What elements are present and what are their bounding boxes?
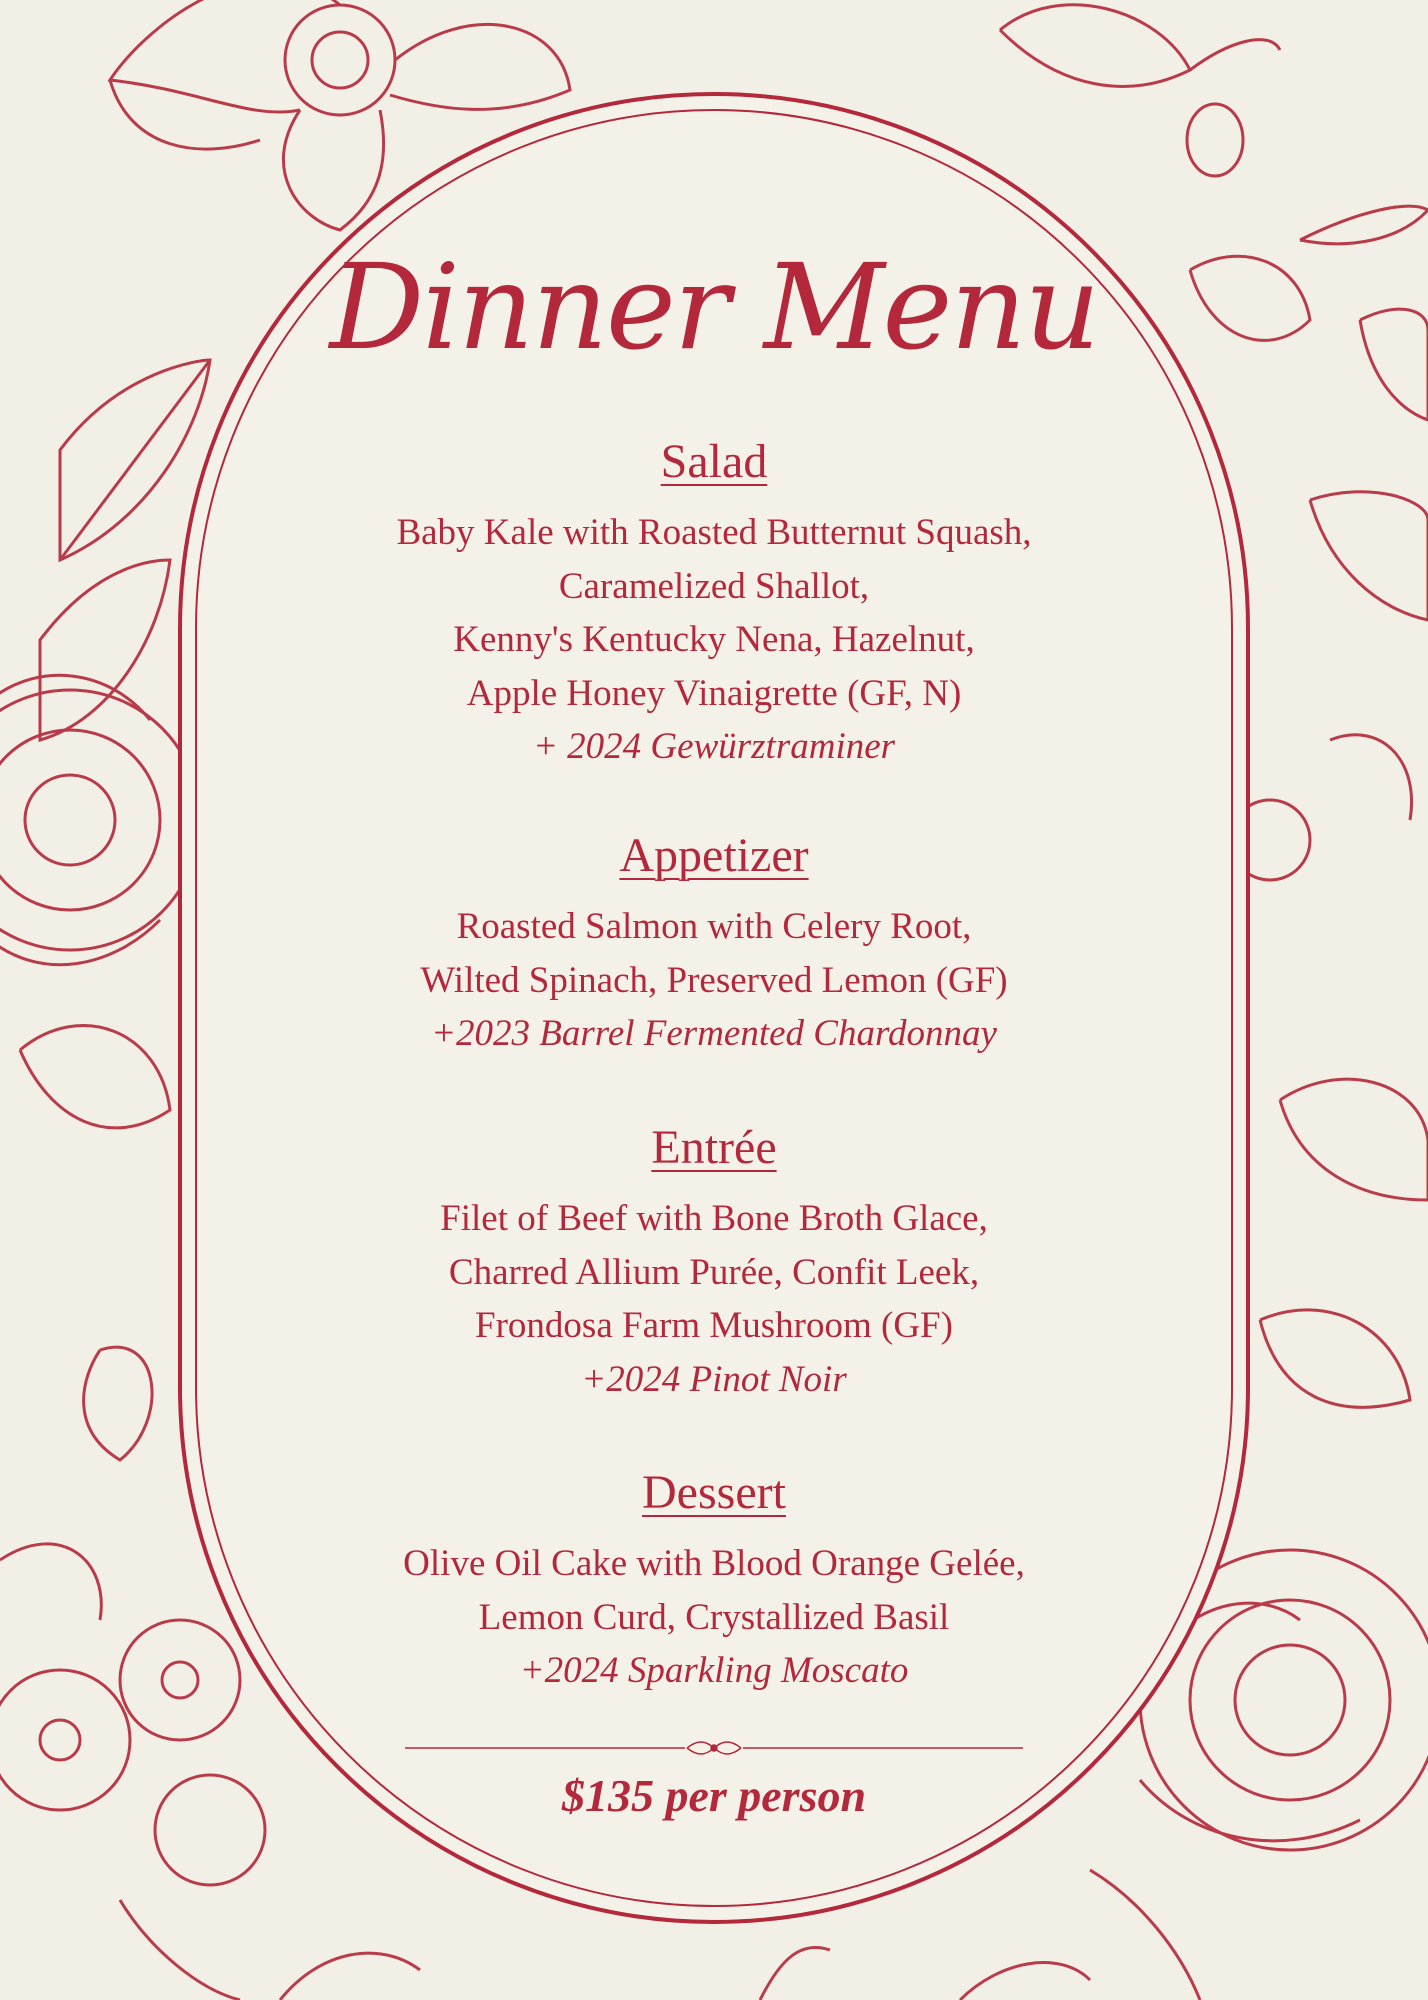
wine-pairing: +2024 Sparkling Moscato [519,1650,909,1691]
dish-line: Olive Oil Cake with Blood Orange Gelée, [403,1543,1025,1584]
dish-line: Roasted Salmon with Celery Root, [456,906,972,947]
menu-section-entree [210,1118,1218,1406]
dish-line: Kenny's Kentucky Nena, Hazelnut, [453,619,975,660]
price-per-person: $135 per person [561,1770,867,1821]
menu-section-dessert [210,1463,1218,1698]
dish-line: Frondosa Farm Mushroom (GF) [475,1305,953,1346]
wine-pairing: + 2024 Gewürztraminer [532,726,896,767]
section-heading: Dessert [642,1466,786,1519]
menu-title: Dinner Menu [329,238,1099,376]
dish-line: Lemon Curd, Crystallized Basil [478,1596,950,1638]
wine-pairing: +2024 Pinot Noir [581,1358,847,1400]
wine-pairing: +2023 Barrel Fermented Chardonnay [431,1013,997,1054]
section-heading: Appetizer [619,829,809,882]
section-heading: Salad [660,435,768,488]
dish-line: Wilted Spinach, Preserved Lemon (GF) [420,959,1008,1001]
dish-line: Apple Honey Vinaigrette (GF, N) [466,672,962,714]
dish-line: Baby Kale with Roasted Butternut Squash, [396,512,1032,553]
menu-section-salad [210,432,1218,774]
dish-line: Filet of Beef with Bone Broth Glace, [440,1198,988,1239]
menu-section-appetizer [210,826,1218,1061]
dish-line: Caramelized Shallot, [558,565,870,607]
section-heading: Entrée [651,1121,777,1174]
dish-line: Charred Allium Purée, Confit Leek, [448,1251,980,1293]
ornamental-divider-icon [405,1738,1023,1758]
menu-card [210,0,1218,2000]
